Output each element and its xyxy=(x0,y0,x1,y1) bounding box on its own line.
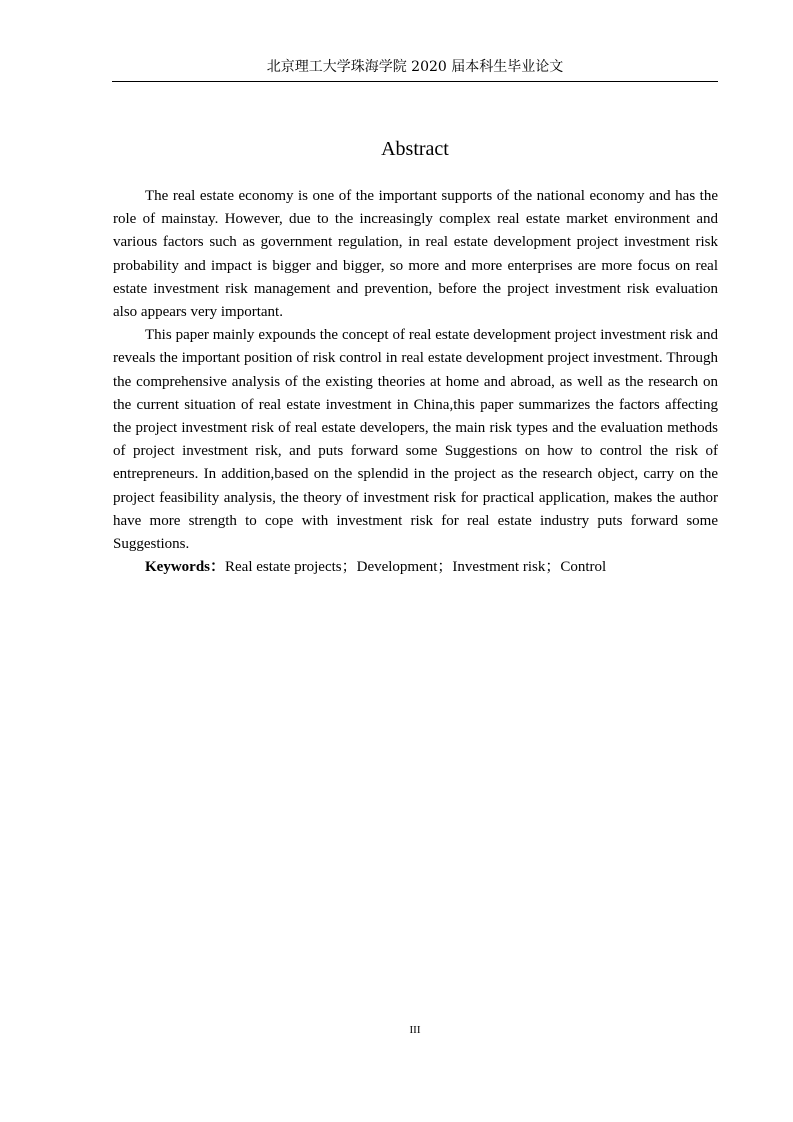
header-rule xyxy=(112,81,718,82)
abstract-paragraph-2: This paper mainly expounds the concept of real estate development project investment risk and reveals the important position of risk control in real estate development project investment. Through the comprehensive analysis of the existing theories at home and abroad, as well as the research on the current situation of real estate investment in China,this paper summarizes the factors affecting the project investment risk of real estate developers, the main risk types and the evaluation methods of project investment risk, and puts forward some Suggestions on how to control the risk of entrepreneurs. In addition,based on the splendid in the project as the research object, carry on the project feasibility analysis, the theory of investment risk for practical application, makes the author have more strength to cope with investment risk for real estate industry puts forward some Suggestions. xyxy=(113,327,718,553)
keywords-list: Real estate projects；Development；Investment risk；Control xyxy=(225,559,607,576)
page-number: III xyxy=(409,1024,421,1036)
abstract-paragraph-1: The real estate economy is one of the important supports of the national economy and has the role of mainstay. However, due to the increasingly complex real estate market environment and various factors such as government regulation, in real estate development project investment risk probability and impact is bigger and bigger, so more and more enterprises are more focus on real estate investment risk management and prevention, before the project investment risk evaluation also appears very important. xyxy=(113,188,718,321)
abstract-body xyxy=(113,185,718,579)
keywords-line xyxy=(113,556,718,579)
running-header: 北京理工大学珠海学院 2020 届本科生毕业论文 xyxy=(266,59,564,75)
abstract-title: Abstract xyxy=(381,138,449,160)
keywords-label: Keywords： xyxy=(145,559,225,576)
